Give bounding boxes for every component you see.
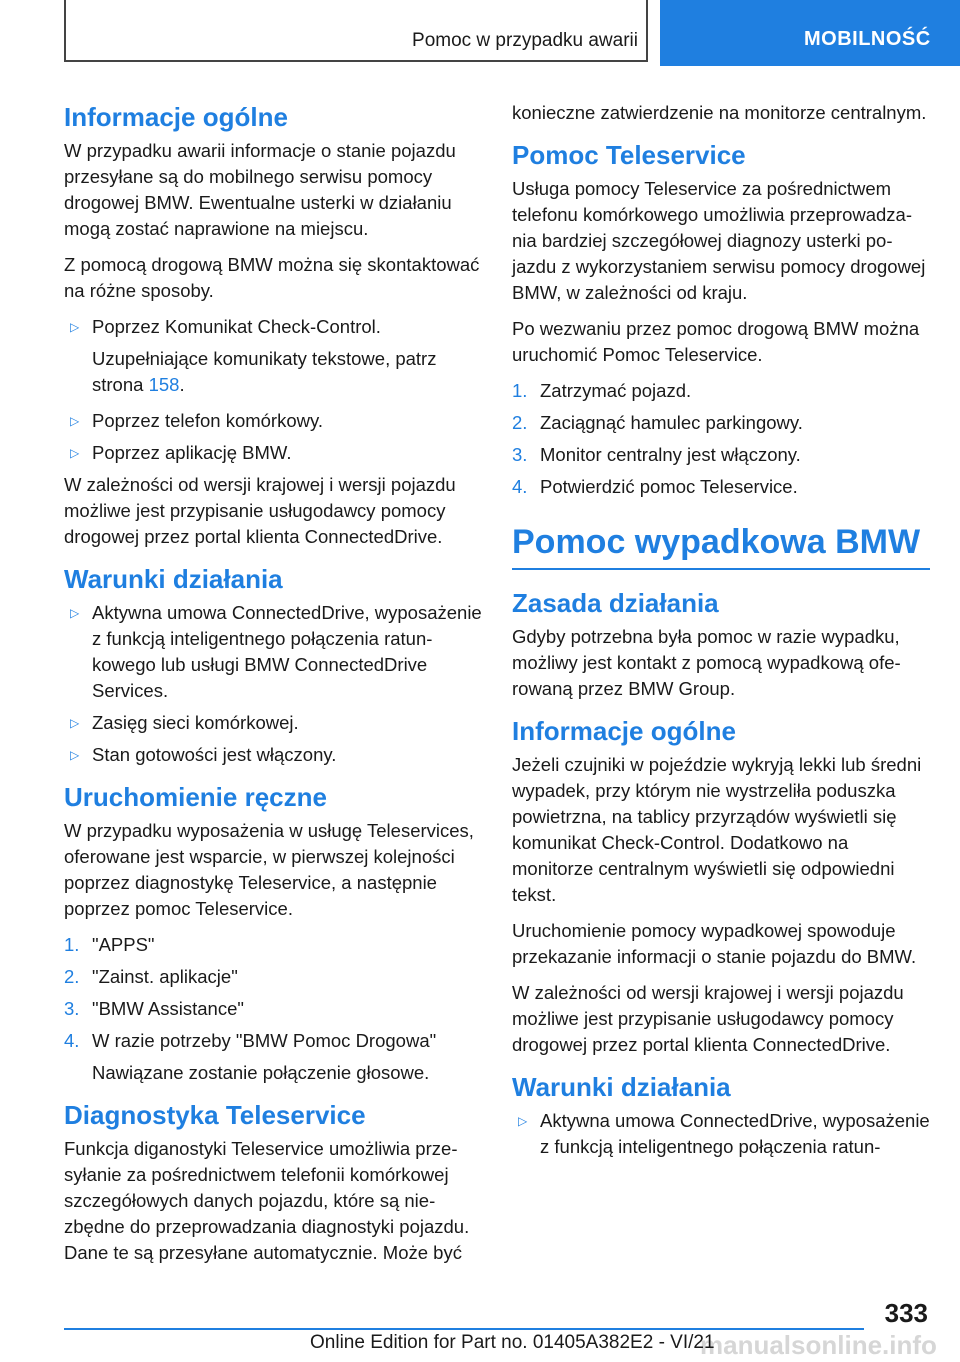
numbered-item: 2. "Zainst. aplikacje" <box>64 964 482 990</box>
list-item: ▷ Poprzez telefon komórkowy. <box>64 408 482 434</box>
triangle-bullet-icon: ▷ <box>518 1114 528 1128</box>
footer-edition: Online Edition for Part no. 01405A382E2 - VI/21 <box>310 1332 715 1353</box>
left-column <box>64 100 482 1276</box>
numbered-item: 2. Zaciągnąć hamulec parkingowy. <box>512 410 930 436</box>
triangle-bullet-icon: ▷ <box>70 414 80 428</box>
paragraph: Usługa pomocy Teleservice za pośrednictwem telefonu komórkowego umożliwia przeprowadzania bardziej szczegółowej diagnozy usterki pojazdu z wykorzystaniem serwisu pomocy drogowej BMW, w zależności od kraju. <box>512 178 926 303</box>
paragraph: Z pomocą drogową BMW można się skontaktować na różne sposoby. <box>64 254 480 301</box>
paragraph: Po wezwaniu przez pomoc drogową BMW można uruchomić Pomoc Teleservice. <box>512 318 920 365</box>
numbered-item: 4. W razie potrzeby "BMW Pomoc Drogowa" <box>64 1028 482 1054</box>
numbered-item: 3. "BMW Assistance" <box>64 996 482 1022</box>
section-heading: Warunki działania <box>64 564 283 594</box>
page-header <box>0 0 960 66</box>
paragraph: Uruchomienie pomocy wypadkowej spowoduje przekazanie informacji o stanie pojazdu do BMW. <box>512 920 917 967</box>
step-number: 3. <box>64 998 80 1019</box>
numbered-item: 3. Monitor centralny jest włączony. <box>512 442 930 468</box>
step-number: 4. <box>64 1030 80 1051</box>
paragraph: W zależności od wersji krajowej i wersji pojazdu możliwe jest przypisanie usługodawcy pomocy drogowej przez portal klienta ConnectedDrive. <box>64 474 456 547</box>
watermark: manualsonline.info <box>700 1330 937 1360</box>
triangle-bullet-icon: ▷ <box>70 716 80 730</box>
triangle-bullet-icon: ▷ <box>70 748 80 762</box>
numbered-item-note: Nawiązane zostanie połączenie głosowe. <box>92 1062 430 1083</box>
paragraph: W przypadku awarii informacje o stanie pojazdu przesyłane są do mobilnego serwisu pomocy drogowej BMW. Ewentualne usterki w działaniu mogą zostać naprawione na miejscu. <box>64 140 456 239</box>
paragraph: W przypadku wyposażenia w usługę Teleservices, oferowane jest wsparcie, w pierwszej kolejności poprzez diagnostykę Teleservice, a następnie poprzez pomoc Teleservice. <box>64 820 474 919</box>
step-number: 3. <box>512 444 528 465</box>
section-heading: Pomoc Teleservice <box>512 140 746 170</box>
section-heading: Uruchomienie ręczne <box>64 782 327 812</box>
paragraph: Funkcja diganostyki Teleservice umożliwia przesyłanie za pośrednictwem telefonii komórkowej szczegółowych danych pojazdu, które są niezbędne do przeprowadzania diagnostyki pojazdu. Dane te są przesyłane automatycznie. Może być <box>64 1138 470 1263</box>
page-reference-link[interactable]: 158 <box>148 374 180 395</box>
section-heading: Informacje ogólne <box>64 102 288 132</box>
triangle-bullet-icon: ▷ <box>70 446 80 460</box>
list-item: ▷ Poprzez Komunikat Check-Control. <box>64 314 482 340</box>
list-item: ▷ Aktywna umowa ConnectedDrive, wyposażenie z funkcją inteligentnego połączenia ratunkowego lub usługi BMW ConnectedDrive Services. <box>64 600 482 704</box>
step-number: 1. <box>512 380 528 401</box>
list-item: ▷ Zasięg sieci komórkowej. <box>64 710 482 736</box>
numbered-item: 1. "APPS" <box>64 932 482 958</box>
step-number: 1. <box>64 934 80 955</box>
numbered-item: 1. Zatrzymać pojazd. <box>512 378 930 404</box>
step-number: 2. <box>64 966 80 987</box>
paragraph: konieczne zatwierdzenie na monitorze centralnym. <box>512 102 927 123</box>
section-heading: Informacje ogólne <box>512 716 736 746</box>
chapter-heading: Pomoc wypadkowa BMW <box>512 520 930 570</box>
triangle-bullet-icon: ▷ <box>70 606 80 620</box>
list-item: ▷ Aktywna umowa ConnectedDrive, wyposażenie z funkcją inteligentnego połączenia ratun- <box>512 1108 930 1160</box>
page-number: 333 <box>884 1298 928 1328</box>
list-item: ▷ Poprzez aplikację BMW. <box>64 440 482 466</box>
step-number: 4. <box>512 476 528 497</box>
paragraph: Gdyby potrzebna była pomoc w razie wypadku, możliwy jest kontakt z pomocą wypadkową oferowaną przez BMW Group. <box>512 626 901 699</box>
paragraph: Jeżeli czujniki w pojeździe wykryją lekki lub średni wypadek, przy którym nie wystrzeliła poduszka powietrzna, na tablicy przyrządów wyświetli się komunikat Check-Control. Dodatkowo na monitorze centralnym wyświetli się odpowiedni tekst. <box>512 754 922 905</box>
step-number: 2. <box>512 412 528 433</box>
right-column <box>512 100 930 1166</box>
paragraph: W zależności od wersji krajowej i wersji pojazdu możliwe jest przypisanie usługodawcy pomocy drogowej przez portal klienta ConnectedDrive. <box>512 982 904 1055</box>
section-heading: Warunki działania <box>512 1072 731 1102</box>
header-title: Pomoc w przypadku awarii <box>412 30 638 51</box>
section-tab: MOBILNOŚĆ <box>660 0 960 66</box>
numbered-item: 4. Potwierdzić pomoc Teleservice. <box>512 474 930 500</box>
triangle-bullet-icon: ▷ <box>70 320 80 334</box>
list-item: ▷ Stan gotowości jest włączony. <box>64 742 482 768</box>
list-item-note: Uzupełniające komunikaty tekstowe, patrz strona 158. <box>92 348 437 395</box>
section-heading: Zasada działania <box>512 588 719 618</box>
section-heading: Diagnostyka Teleservice <box>64 1100 366 1130</box>
